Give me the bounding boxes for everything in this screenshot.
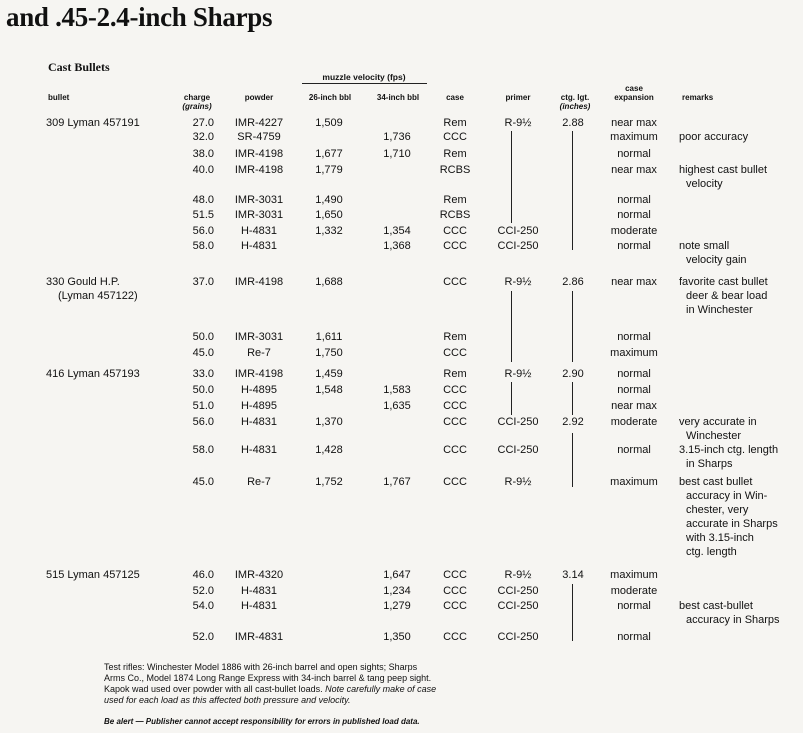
- ditto-line-primer: [511, 382, 512, 415]
- cell-powder: IMR-3031: [234, 331, 284, 343]
- cell-primer: CCI-250: [497, 225, 539, 237]
- ditto-line-ctg: [572, 382, 573, 415]
- cell-v34: 1,736: [383, 131, 411, 143]
- cell-case: CCC: [443, 631, 467, 643]
- ditto-line-primer: [511, 291, 512, 362]
- cell-charge: 38.0: [192, 148, 214, 160]
- cell-powder: SR-4759: [237, 131, 281, 143]
- cell-expansion: normal: [617, 384, 651, 396]
- cell-v26: 1,677: [315, 148, 343, 160]
- cell-remarks: best cast-bullet: [679, 600, 753, 612]
- cell-ctg: 2.88: [562, 117, 584, 129]
- cell-primer: R-9½: [504, 117, 532, 129]
- cell-powder: H-4895: [240, 384, 278, 396]
- cell-charge: 48.0: [192, 194, 214, 206]
- cell-ctg: 2.92: [562, 416, 584, 428]
- cell-case: CCC: [443, 240, 467, 252]
- cell-case: CCC: [443, 225, 467, 237]
- bullet-label: 330 Gould H.P.: [46, 276, 120, 288]
- cell-charge: 50.0: [192, 331, 214, 343]
- bullet-label: (Lyman 457122): [58, 290, 138, 302]
- cell-v26: 1,650: [315, 209, 343, 221]
- cell-v26: 1,688: [315, 276, 343, 288]
- cell-charge: 51.5: [192, 209, 214, 221]
- header-case-expansion: case expansion: [614, 84, 654, 102]
- cell-remarks: favorite cast bullet: [679, 276, 768, 288]
- cell-v26: 1,370: [315, 416, 343, 428]
- ditto-line-ctg: [572, 584, 573, 641]
- ditto-line-primer: [511, 131, 512, 223]
- cell-expansion: near max: [611, 117, 657, 129]
- cell-expansion: normal: [617, 631, 651, 643]
- cell-expansion: normal: [617, 194, 651, 206]
- bullet-label: 515 Lyman 457125: [46, 569, 140, 581]
- cell-v34: 1,234: [383, 585, 411, 597]
- header-case: case: [446, 93, 464, 102]
- cell-primer: CCI-250: [497, 444, 539, 456]
- cell-remarks: chester, very: [686, 504, 749, 516]
- cell-case: CCC: [443, 416, 467, 428]
- cell-case: CCC: [443, 600, 467, 612]
- cell-charge: 58.0: [192, 444, 214, 456]
- ditto-line-ctg: [572, 131, 573, 250]
- cell-remarks: highest cast bullet: [679, 164, 768, 176]
- header-rule: [302, 83, 427, 84]
- cell-case: CCC: [443, 276, 467, 288]
- cell-powder: Re-7: [247, 347, 271, 359]
- cell-v34: 1,635: [383, 400, 411, 412]
- cell-primer: CCI-250: [497, 240, 539, 252]
- cell-primer: CCI-250: [497, 600, 539, 612]
- cell-v26: 1,779: [315, 164, 343, 176]
- cell-expansion: normal: [617, 331, 651, 343]
- cell-remarks: with 3.15-inch: [686, 532, 754, 544]
- header-ctg-length: ctg. lgt. (inches): [559, 93, 591, 111]
- cell-expansion: near max: [611, 164, 657, 176]
- cell-expansion: normal: [617, 240, 651, 252]
- cell-charge: 46.0: [192, 569, 214, 581]
- cell-charge: 51.0: [192, 400, 214, 412]
- cell-charge: 58.0: [192, 240, 214, 252]
- cell-remarks: velocity gain: [686, 254, 747, 266]
- cell-expansion: moderate: [610, 225, 658, 237]
- cell-charge: 50.0: [192, 384, 214, 396]
- cell-powder: IMR-3031: [234, 209, 284, 221]
- cell-case: CCC: [443, 444, 467, 456]
- cell-primer: CCI-250: [497, 585, 539, 597]
- cell-powder: IMR-4320: [234, 569, 284, 581]
- cell-case: CCC: [443, 131, 467, 143]
- cell-remarks: accuracy in Sharps: [686, 614, 780, 626]
- cell-v34: 1,350: [383, 631, 411, 643]
- cell-case: CCC: [443, 384, 467, 396]
- cell-case: RCBS: [439, 164, 471, 176]
- header-remarks: remarks: [682, 93, 714, 102]
- cell-remarks: Winchester: [686, 430, 742, 442]
- cell-powder: H-4895: [240, 400, 278, 412]
- cell-remarks: poor accuracy: [679, 131, 749, 143]
- cell-powder: H-4831: [240, 600, 278, 612]
- cell-remarks: note small: [679, 240, 730, 252]
- cell-charge: 54.0: [192, 600, 214, 612]
- cell-charge: 52.0: [192, 631, 214, 643]
- cell-expansion: near max: [611, 276, 657, 288]
- footnote: Test rifles: Winchester Model 1886 with 26-inch barrel and open sights; Sharps Arms Co., Model 1874 Long Range Express with 34-inch barrel & tang peep sight. Kapok wad used over powder with all cast-bullet loads. Note carefully make of case used for each load as this affected both pressure and velocity.: [104, 662, 437, 705]
- cell-charge: 45.0: [192, 347, 214, 359]
- cell-ctg: 2.90: [562, 368, 584, 380]
- cell-v26: 1,428: [315, 444, 343, 456]
- cell-powder: H-4831: [240, 585, 278, 597]
- cell-primer: CCI-250: [497, 631, 539, 643]
- cell-charge: 32.0: [192, 131, 214, 143]
- cell-expansion: maximum: [610, 569, 658, 581]
- page-title: and .45-2.4-inch Sharps: [6, 2, 273, 32]
- cell-powder: IMR-3031: [234, 194, 284, 206]
- cell-charge: 27.0: [192, 117, 214, 129]
- cell-expansion: normal: [617, 209, 651, 221]
- cell-charge: 37.0: [192, 276, 214, 288]
- cell-v34: 1,767: [383, 476, 411, 488]
- cell-primer: CCI-250: [497, 416, 539, 428]
- cell-charge: 40.0: [192, 164, 214, 176]
- cell-primer: R-9½: [504, 276, 532, 288]
- cell-primer: R-9½: [504, 476, 532, 488]
- cell-case: Rem: [443, 331, 467, 343]
- cell-v26: 1,548: [315, 384, 343, 396]
- header-charge: charge (grains): [182, 93, 212, 111]
- cell-powder: IMR-4198: [234, 164, 284, 176]
- cell-powder: H-4831: [240, 444, 278, 456]
- cell-powder: IMR-4831: [234, 631, 284, 643]
- cell-case: CCC: [443, 569, 467, 581]
- cell-v34: 1,647: [383, 569, 411, 581]
- cell-charge: 52.0: [192, 585, 214, 597]
- disclaimer: Be alert — Publisher cannot accept responsibility for errors in published load data.: [104, 717, 420, 726]
- cell-case: Rem: [443, 194, 467, 206]
- cell-ctg: 3.14: [562, 569, 584, 581]
- cell-v34: 1,583: [383, 384, 411, 396]
- cell-remarks: accuracy in Win-: [686, 490, 768, 502]
- cell-charge: 45.0: [192, 476, 214, 488]
- cell-powder: IMR-4198: [234, 148, 284, 160]
- cell-case: CCC: [443, 347, 467, 359]
- cell-expansion: maximum: [610, 347, 658, 359]
- cell-powder: IMR-4198: [234, 368, 284, 380]
- header-powder: powder: [244, 93, 274, 102]
- cell-ctg: 2.86: [562, 276, 584, 288]
- cell-v34: 1,354: [383, 225, 411, 237]
- cell-case: Rem: [443, 368, 467, 380]
- cell-powder: IMR-4198: [234, 276, 284, 288]
- cell-primer: R-9½: [504, 368, 532, 380]
- cell-expansion: maximum: [610, 131, 658, 143]
- cell-expansion: moderate: [610, 416, 658, 428]
- cell-remarks: best cast bullet: [679, 476, 753, 488]
- cell-expansion: near max: [611, 400, 657, 412]
- cell-v34: 1,368: [383, 240, 411, 252]
- cell-case: Rem: [443, 117, 467, 129]
- cell-remarks: accurate in Sharps: [686, 518, 778, 530]
- cell-v26: 1,611: [315, 331, 343, 343]
- cell-expansion: normal: [617, 148, 651, 160]
- cell-powder: H-4831: [240, 225, 278, 237]
- cell-remarks: in Winchester: [686, 304, 753, 316]
- cell-case: CCC: [443, 400, 467, 412]
- cell-case: RCBS: [439, 209, 471, 221]
- cell-powder: IMR-4227: [234, 117, 284, 129]
- header-muzzle-velocity: muzzle velocity (fps): [322, 72, 406, 82]
- cell-v26: 1,752: [315, 476, 343, 488]
- section-title: Cast Bullets: [48, 60, 110, 74]
- ditto-line-ctg: [572, 433, 573, 487]
- header-primer: primer: [505, 93, 531, 102]
- cell-v34: 1,710: [383, 148, 411, 160]
- cell-expansion: maximum: [610, 476, 658, 488]
- cell-expansion: normal: [617, 444, 651, 456]
- cell-powder: H-4831: [240, 240, 278, 252]
- cell-charge: 56.0: [192, 225, 214, 237]
- cell-primer: R-9½: [504, 569, 532, 581]
- cell-case: CCC: [443, 476, 467, 488]
- cell-remarks: 3.15-inch ctg. length: [679, 444, 779, 456]
- cell-remarks: deer & bear load: [686, 290, 768, 302]
- cell-case: Rem: [443, 148, 467, 160]
- header-bullet: bullet: [48, 93, 70, 102]
- cell-v26: 1,459: [315, 368, 343, 380]
- cell-remarks: very accurate in: [679, 416, 757, 428]
- cell-v34: 1,279: [383, 600, 411, 612]
- cell-powder: H-4831: [240, 416, 278, 428]
- cell-v26: 1,490: [315, 194, 343, 206]
- cell-v26: 1,332: [315, 225, 343, 237]
- ditto-line-ctg: [572, 291, 573, 362]
- bullet-label: 416 Lyman 457193: [46, 368, 140, 380]
- cell-charge: 56.0: [192, 416, 214, 428]
- cell-remarks: in Sharps: [686, 458, 733, 470]
- header-34-inch: 34-inch bbl: [376, 93, 420, 102]
- cell-expansion: normal: [617, 600, 651, 612]
- header-26-inch: 26-inch bbl: [308, 93, 352, 102]
- cell-v26: 1,509: [315, 117, 343, 129]
- cell-powder: Re-7: [247, 476, 271, 488]
- bullet-label: 309 Lyman 457191: [46, 117, 140, 129]
- cell-charge: 33.0: [192, 368, 214, 380]
- cell-expansion: moderate: [610, 585, 658, 597]
- cell-remarks: ctg. length: [686, 546, 737, 558]
- cell-v26: 1,750: [315, 347, 343, 359]
- cell-remarks: velocity: [686, 178, 723, 190]
- cell-case: CCC: [443, 585, 467, 597]
- cell-expansion: normal: [617, 368, 651, 380]
